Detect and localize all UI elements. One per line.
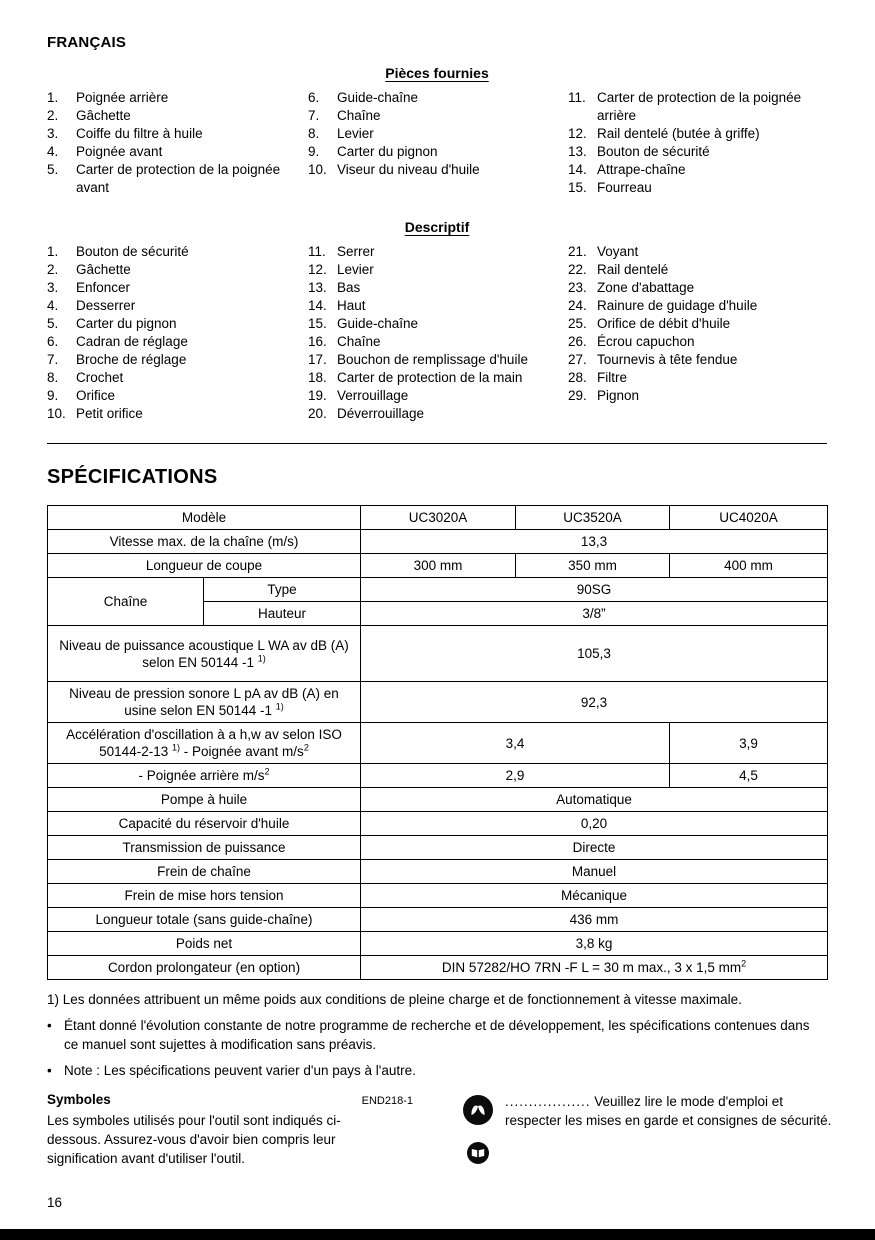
list-item xyxy=(568,261,827,279)
item-label: Carter de protection de la main xyxy=(337,370,523,385)
item-number: 11. xyxy=(308,244,326,259)
spec-label-longueur-totale: Longueur totale (sans guide-chaîne) xyxy=(48,908,361,932)
item-number: 7. xyxy=(308,108,320,123)
spec-acceleration-uc4020: 3,9 xyxy=(670,723,828,764)
list-item xyxy=(47,89,308,107)
list-item xyxy=(308,161,568,179)
list-item xyxy=(308,387,568,405)
symbols-caption xyxy=(505,1092,837,1170)
spec-label-frein-chaine: Frein de chaîne xyxy=(48,860,361,884)
item-label: Guide-chaîne xyxy=(337,316,419,331)
spec-label-modele: Modèle xyxy=(48,506,361,530)
item-label: Crochet xyxy=(76,370,124,385)
list-item xyxy=(568,143,827,161)
symbols-right-block xyxy=(457,1092,837,1170)
spec-label-poignee-arriere: - Poignée arrière $m/s^2$ xyxy=(48,764,361,788)
symbols-code: END218-1 xyxy=(361,1095,413,1107)
list-item xyxy=(308,315,568,333)
list-item xyxy=(47,333,308,351)
item-label: Verrouillage xyxy=(337,388,409,403)
spec-label-longueur-coupe: Longueur de coupe xyxy=(48,554,361,578)
list-item xyxy=(308,351,568,369)
spec-label-chaine-hauteur: Hauteur xyxy=(204,602,361,626)
spec-label-frein-tension: Frein de mise hors tension xyxy=(48,884,361,908)
item-number: 15. xyxy=(568,180,587,195)
item-number: 27. xyxy=(568,352,587,367)
list-item xyxy=(308,143,568,161)
item-number: 8. xyxy=(308,126,320,141)
spec-model-3: UC4020A xyxy=(670,506,828,530)
spec-row-acceleration xyxy=(48,723,828,764)
item-number: 8. xyxy=(47,370,59,385)
item-number: 6. xyxy=(47,334,59,349)
item-number: 12. xyxy=(568,126,587,141)
table-footnote: 1) Les données attribuent un même poids aux conditions de pleine charge et de fonctionnement à vitesse maximale. xyxy=(47,992,742,1007)
spec-value-chaine-hauteur: 3/8” xyxy=(361,602,828,626)
list-item xyxy=(47,405,308,423)
list-item xyxy=(308,405,568,423)
spec-longueur-coupe-1: 300 mm xyxy=(361,554,516,578)
item-number: 15. xyxy=(308,316,327,331)
item-label: Rail dentelé (butée à griffe) xyxy=(597,126,760,141)
item-number: 7. xyxy=(47,352,59,367)
item-label: Orifice xyxy=(76,388,116,403)
item-number: 1. xyxy=(47,244,59,259)
pieces-column-1 xyxy=(47,89,308,197)
spec-row-puissance-acoustique xyxy=(48,626,828,682)
item-number: 25. xyxy=(568,316,587,331)
spec-poignee-arriere-uc3020-uc3520: 2,9 xyxy=(361,764,670,788)
item-label: Gâchette xyxy=(76,108,131,123)
list-item xyxy=(568,333,827,351)
spec-row-poids xyxy=(48,932,828,956)
list-item xyxy=(47,369,308,387)
item-label: Tournevis à tête fendue xyxy=(597,352,738,367)
open-book-icon xyxy=(466,1141,490,1170)
spec-row-vitesse xyxy=(48,530,828,554)
spec-row-transmission xyxy=(48,836,828,860)
descriptif-title: Descriptif xyxy=(404,219,470,235)
list-item xyxy=(47,143,308,161)
list-item xyxy=(308,333,568,351)
item-label: Broche de réglage xyxy=(76,352,187,367)
item-label: Rainure de guidage d'huile xyxy=(597,298,758,313)
list-item xyxy=(47,351,308,369)
spec-value-pression-sonore: 92,3 xyxy=(361,682,828,723)
item-number: 14. xyxy=(308,298,327,313)
list-item xyxy=(308,243,568,261)
item-number: 10. xyxy=(308,162,327,177)
item-number: 5. xyxy=(47,316,59,331)
item-label: Gâchette xyxy=(76,262,131,277)
item-number: 2. xyxy=(47,108,59,123)
pieces-column-2 xyxy=(308,89,568,197)
list-item xyxy=(568,125,827,143)
item-number: 22. xyxy=(568,262,587,277)
item-number: 1. xyxy=(47,90,59,105)
spec-label-chaine-type: Type xyxy=(204,578,361,602)
list-item xyxy=(568,179,827,197)
item-label: Bas xyxy=(337,280,361,295)
spec-value-longueur-totale: 436 mm xyxy=(361,908,828,932)
spec-row-longueur-coupe xyxy=(48,554,828,578)
item-number: 14. xyxy=(568,162,587,177)
spec-row-pression-sonore xyxy=(48,682,828,723)
spec-poignee-arriere-uc4020: 4,5 xyxy=(670,764,828,788)
item-number: 17. xyxy=(308,352,327,367)
symbols-heading: Symboles xyxy=(47,1092,111,1107)
note-bullet-2 xyxy=(47,1061,827,1080)
item-label: Serrer xyxy=(337,244,375,259)
list-item xyxy=(568,297,827,315)
item-label: Voyant xyxy=(597,244,639,259)
note-bullet-1 xyxy=(47,1016,827,1054)
item-number: 3. xyxy=(47,126,59,141)
spec-label-cordon: Cordon prolongateur (en option) xyxy=(48,956,361,980)
spec-longueur-coupe-3: 400 mm xyxy=(670,554,828,578)
item-number: 4. xyxy=(47,298,59,313)
item-label: Haut xyxy=(337,298,366,313)
item-number: 2. xyxy=(47,262,59,277)
item-label: Fourreau xyxy=(597,180,652,195)
item-label: Petit orifice xyxy=(76,406,143,421)
spec-acceleration-uc3020-uc3520: 3,4 xyxy=(361,723,670,764)
item-label: Bouton de sécurité xyxy=(76,244,189,259)
item-number: 19. xyxy=(308,388,327,403)
spec-label-poids: Poids net xyxy=(48,932,361,956)
spec-value-vitesse: 13,3 xyxy=(361,530,828,554)
item-number: 29. xyxy=(568,388,587,403)
list-item xyxy=(308,107,568,125)
spec-value-chaine-type: 90SG xyxy=(361,578,828,602)
item-label: Guide-chaîne xyxy=(337,90,419,105)
item-label: Cadran de réglage xyxy=(76,334,188,349)
spec-label-pompe: Pompe à huile xyxy=(48,788,361,812)
spec-value-pompe: Automatique xyxy=(361,788,828,812)
item-label: Bouchon de remplissage d'huile xyxy=(337,352,528,367)
item-label: Poignée arrière xyxy=(76,90,169,105)
item-number: 23. xyxy=(568,280,587,295)
list-item xyxy=(47,125,308,143)
pieces-fournies-title: Pièces fournies xyxy=(385,65,489,81)
item-number: 5. xyxy=(47,162,59,177)
spec-row-chaine-type xyxy=(48,578,828,602)
item-label: Desserrer xyxy=(76,298,136,313)
item-label: Pignon xyxy=(597,388,640,403)
spec-value-poids: 3,8 kg xyxy=(361,932,828,956)
item-number: 9. xyxy=(308,144,320,159)
item-number: 24. xyxy=(568,298,587,313)
spec-model-1: UC3020A xyxy=(361,506,516,530)
item-number: 20. xyxy=(308,406,327,421)
item-label: Levier xyxy=(337,126,374,141)
spec-label-chaine: Chaîne xyxy=(48,578,204,626)
spec-value-cordon: DIN 57282/HO 7RN -F L = 30 m max., 3 x 1,5 $mm^2$ xyxy=(361,956,828,980)
spec-row-capacite xyxy=(48,812,828,836)
item-label: Chaîne xyxy=(337,334,381,349)
dotted-leader: .................. xyxy=(505,1094,591,1109)
spec-label-puissance-acoustique: Niveau de puissance acoustique L WA av dB (A) selon EN 50144 -1 $^{1)}$ xyxy=(48,626,361,682)
symbols-section xyxy=(47,1092,832,1170)
list-item xyxy=(308,89,568,107)
specifications-heading: SPÉCIFICATIONS xyxy=(47,466,218,488)
symbols-header xyxy=(47,1092,413,1107)
spec-label-acceleration: Accélération d'oscillation à a h,w av selon ISO 50144-2-13 $^{1)}$ - Poignée avant $m/s^2$ xyxy=(48,723,361,764)
bullet-text: Étant donné l'évolution constante de notre programme de recherche et de développement, les spécifications contenues dans ce manuel sont sujettes à modification sans préavis. xyxy=(64,1018,810,1052)
list-item xyxy=(47,297,308,315)
descriptif-column-3 xyxy=(568,243,827,423)
spec-label-capacite: Capacité du réservoir d'huile xyxy=(48,812,361,836)
spec-label-transmission: Transmission de puissance xyxy=(48,836,361,860)
item-number: 3. xyxy=(47,280,59,295)
spec-longueur-coupe-2: 350 mm xyxy=(516,554,670,578)
item-label: Carter du pignon xyxy=(76,316,177,331)
language-header: FRANÇAIS xyxy=(47,34,127,51)
item-number: 16. xyxy=(308,334,327,349)
spec-label-vitesse: Vitesse max. de la chaîne (m/s) xyxy=(48,530,361,554)
pieces-fournies-list xyxy=(47,89,827,197)
list-item xyxy=(568,279,827,297)
bullet-text: Note : Les spécifications peuvent varier d'un pays à l'autre. xyxy=(64,1063,416,1078)
list-item xyxy=(568,161,827,179)
item-number: 21. xyxy=(568,244,587,259)
list-item xyxy=(308,279,568,297)
spec-row-poignee-arriere xyxy=(48,764,828,788)
bullet-marker: • xyxy=(47,1063,52,1078)
list-item xyxy=(568,351,827,369)
page-number: 16 xyxy=(47,1195,63,1210)
spec-label-pression-sonore: Niveau de pression sonore L pA av dB (A) en usine selon EN 50144 -1 $^{1)}$ xyxy=(48,682,361,723)
specifications-table xyxy=(47,505,828,980)
item-number: 11. xyxy=(568,90,586,105)
list-item xyxy=(47,261,308,279)
list-item xyxy=(47,161,308,197)
list-item xyxy=(308,297,568,315)
item-number: 6. xyxy=(308,90,320,105)
list-item xyxy=(568,369,827,387)
list-item xyxy=(568,315,827,333)
spec-value-transmission: Directe xyxy=(361,836,828,860)
item-label: Coiffe du filtre à huile xyxy=(76,126,203,141)
item-number: 26. xyxy=(568,334,587,349)
descriptif-column-1 xyxy=(47,243,308,423)
pieces-column-3 xyxy=(568,89,827,197)
symbols-icon-stack xyxy=(457,1092,499,1170)
item-label: Levier xyxy=(337,262,374,277)
item-number: 10. xyxy=(47,406,66,421)
bottom-black-bar xyxy=(0,1229,875,1240)
symbols-body-text: Les symboles utilisés pour l'outil sont indiqués ci-dessous. Assurez-vous d'avoir bien compris leur signification avant d'utiliser l'outil. xyxy=(47,1113,341,1166)
spec-value-capacite: 0,20 xyxy=(361,812,828,836)
spec-value-frein-tension: Mécanique xyxy=(361,884,828,908)
item-label: Attrape-chaîne xyxy=(597,162,686,177)
item-label: Bouton de sécurité xyxy=(597,144,710,159)
descriptif-column-2 xyxy=(308,243,568,423)
item-label: Poignée avant xyxy=(76,144,163,159)
list-item xyxy=(47,243,308,261)
item-label: Rail dentelé xyxy=(597,262,669,277)
spec-row-cordon xyxy=(48,956,828,980)
spec-row-longueur-totale xyxy=(48,908,828,932)
item-label: Enfoncer xyxy=(76,280,131,295)
spec-value-puissance-acoustique: 105,3 xyxy=(361,626,828,682)
symbols-left-block xyxy=(47,1092,413,1170)
item-number: 18. xyxy=(308,370,327,385)
list-item xyxy=(47,107,308,125)
item-label: Zone d'abattage xyxy=(597,280,695,295)
item-label: Carter du pignon xyxy=(337,144,438,159)
item-label: Carter de protection de la poignée avant xyxy=(76,162,281,195)
item-label: Viseur du niveau d'huile xyxy=(337,162,480,177)
list-item xyxy=(47,279,308,297)
item-number: 4. xyxy=(47,144,59,159)
section-divider xyxy=(47,443,827,444)
item-number: 28. xyxy=(568,370,587,385)
item-number: 12. xyxy=(308,262,327,277)
item-label: Filtre xyxy=(597,370,627,385)
item-number: 13. xyxy=(568,144,587,159)
spec-value-frein-chaine: Manuel xyxy=(361,860,828,884)
descriptif-list xyxy=(47,243,827,423)
spec-row-frein-chaine xyxy=(48,860,828,884)
symbols-caption-text: Veuillez lire le mode d'emploi et respecter les mises en garde et consignes de sécurité. xyxy=(505,1094,832,1128)
list-item xyxy=(568,387,827,405)
spec-row-pompe xyxy=(48,788,828,812)
item-label: Déverrouillage xyxy=(337,406,425,421)
list-item xyxy=(568,243,827,261)
item-label: Chaîne xyxy=(337,108,381,123)
spec-model-2: UC3520A xyxy=(516,506,670,530)
list-item xyxy=(47,387,308,405)
read-instructions-icon xyxy=(462,1094,494,1131)
item-number: 13. xyxy=(308,280,327,295)
item-number: 9. xyxy=(47,388,59,403)
list-item xyxy=(308,369,568,387)
list-item xyxy=(47,315,308,333)
spec-row-modele xyxy=(48,506,828,530)
list-item xyxy=(568,89,827,125)
item-label: Orifice de débit d'huile xyxy=(597,316,731,331)
bullet-marker: • xyxy=(47,1018,52,1033)
list-item xyxy=(308,125,568,143)
spec-row-frein-tension xyxy=(48,884,828,908)
item-label: Carter de protection de la poignée arrière xyxy=(597,90,802,123)
list-item xyxy=(308,261,568,279)
item-label: Écrou capuchon xyxy=(597,334,695,349)
